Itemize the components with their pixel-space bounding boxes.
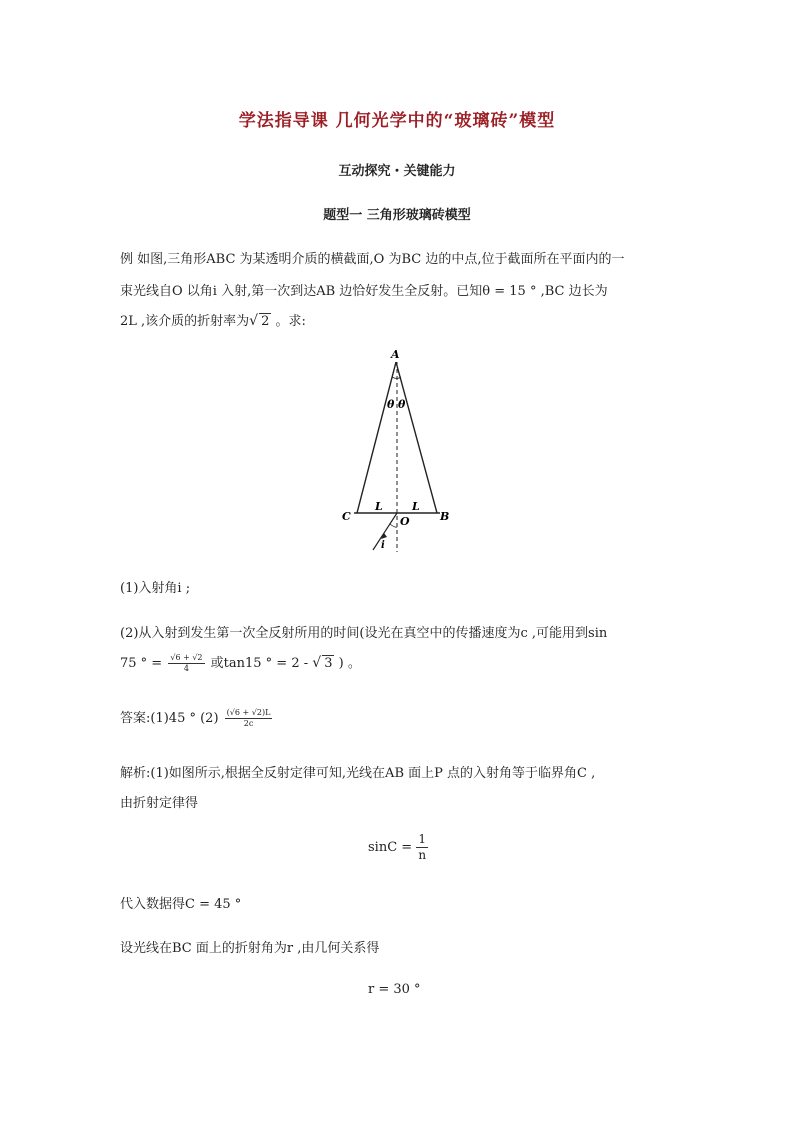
equation-sinc: sinC = $\frac{1}{n}$ — [368, 832, 427, 862]
triangle-figure — [330, 340, 460, 555]
label-theta-left: θ — [387, 398, 395, 411]
answer-line: 答案:(1)45 ° (2) $\frac{(√6 + √2)L}{2c}$ — [120, 708, 271, 728]
incident-ray — [373, 513, 397, 550]
label-a: A — [391, 348, 400, 361]
analysis-line-3: 代入数据得C = 45 ° — [120, 897, 242, 912]
page-title: 学法指导课 几何光学中的“玻璃砖”模型 — [238, 111, 556, 131]
equation-r: r = 30 ° — [368, 982, 421, 997]
label-b: B — [440, 510, 450, 523]
analysis-line-1: 解析:(1)如图所示,根据全反射定律可知,光线在AB 面上P 点的入射角等于临界角C , — [120, 766, 596, 781]
answer-fraction: $\frac{(√6 + √2)L}{2c}$ — [226, 708, 271, 728]
question-2-line-1: (2)从入射到发生第一次全反射所用的时间(设光在真空中的传播速度为c ,可能用到sin — [120, 626, 608, 641]
problem-line-1: 例 如图,三角形ABC 为某透明介质的横截面,O 为BC 边的中点,位于截面所在平面内的一 — [120, 252, 625, 267]
problem-line-2: 束光线自O 以角i 入射,第一次到达AB 边恰好发生全反射。已知θ = 15 ° ,BC 边长为 — [120, 284, 608, 299]
side-ab — [396, 362, 437, 513]
label-i: i — [381, 540, 385, 551]
subsection-heading: 题型一 三角形玻璃砖模型 — [323, 208, 471, 223]
analysis-line-2: 由折射定律得 — [120, 796, 199, 811]
label-l-right: L — [412, 500, 420, 513]
analysis-line-4: 设光线在BC 面上的折射角为r ,由几何关系得 — [120, 941, 380, 956]
incidence-angle-arc — [390, 524, 397, 527]
label-c: C — [342, 510, 351, 523]
label-theta-right: θ — [398, 398, 406, 411]
sin75-fraction: $\frac{√6 + √2}{4}$ — [170, 653, 203, 673]
problem-line-3: 2L ,该介质的折射率为√ 2 。求: — [120, 313, 306, 329]
section-heading: 互动探究・关键能力 — [338, 164, 456, 179]
label-o: O — [400, 515, 410, 528]
question-2-line-2: 75 ° = $\frac{√6 + √2}{4}$ 或tan15 ° = 2 - √ 3 ) 。 — [120, 653, 361, 673]
side-ac — [357, 362, 396, 513]
question-1: (1)入射角i ; — [120, 581, 191, 596]
label-l-left: L — [375, 500, 383, 513]
